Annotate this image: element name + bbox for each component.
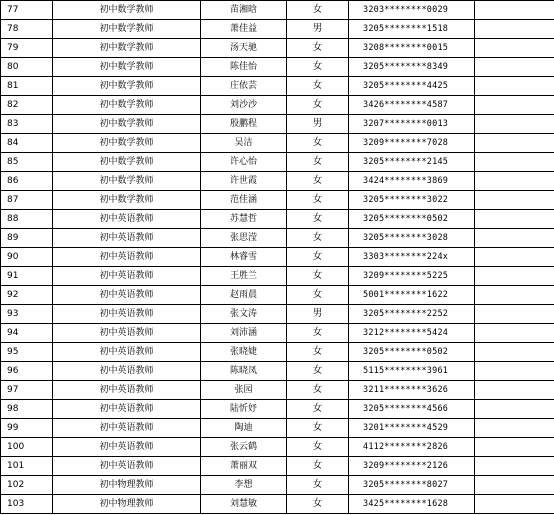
remark-cell <box>475 191 554 210</box>
remark-cell <box>475 419 554 438</box>
table-row <box>1 77 554 96</box>
id-number-cell: 3209********5225 <box>349 267 475 286</box>
remark-cell <box>475 20 554 39</box>
serial-number-cell: 100 <box>1 438 53 457</box>
remark-cell <box>475 476 554 495</box>
gender-cell: 女 <box>287 476 349 495</box>
serial-number-cell: 85 <box>1 153 53 172</box>
id-number-cell: 3205********8027 <box>349 476 475 495</box>
remark-cell <box>475 286 554 305</box>
name-cell: 王胜兰 <box>201 267 287 286</box>
table-row <box>1 191 554 210</box>
id-number-cell: 3205********2252 <box>349 305 475 324</box>
table-row <box>1 343 554 362</box>
name-cell: 萧佳益 <box>201 20 287 39</box>
serial-number-cell: 96 <box>1 362 53 381</box>
name-cell: 张思滢 <box>201 229 287 248</box>
table-row <box>1 381 554 400</box>
remark-cell <box>475 381 554 400</box>
id-number-cell: 3205********0502 <box>349 210 475 229</box>
id-number-cell: 3205********2145 <box>349 153 475 172</box>
name-cell: 张云鹤 <box>201 438 287 457</box>
gender-cell: 女 <box>287 362 349 381</box>
name-cell: 范佳涵 <box>201 191 287 210</box>
serial-number-cell: 103 <box>1 495 53 514</box>
remark-cell <box>475 324 554 343</box>
name-cell: 汤天驰 <box>201 39 287 58</box>
position-cell: 初中数学教师 <box>53 77 201 96</box>
serial-number-cell: 97 <box>1 381 53 400</box>
position-cell: 初中数学教师 <box>53 134 201 153</box>
serial-number-cell: 92 <box>1 286 53 305</box>
gender-cell: 女 <box>287 267 349 286</box>
position-cell: 初中英语教师 <box>53 324 201 343</box>
position-cell: 初中英语教师 <box>53 457 201 476</box>
name-cell: 陈佳怡 <box>201 58 287 77</box>
id-number-cell: 3201********4529 <box>349 419 475 438</box>
id-number-cell: 3207********0013 <box>349 115 475 134</box>
gender-cell: 女 <box>287 495 349 514</box>
position-cell: 初中英语教师 <box>53 343 201 362</box>
gender-cell: 女 <box>287 58 349 77</box>
gender-cell: 女 <box>287 77 349 96</box>
gender-cell: 女 <box>287 172 349 191</box>
name-cell: 李想 <box>201 476 287 495</box>
remark-cell <box>475 77 554 96</box>
id-number-cell: 3425********1628 <box>349 495 475 514</box>
id-number-cell: 3203********0029 <box>349 1 475 20</box>
table-row <box>1 267 554 286</box>
serial-number-cell: 91 <box>1 267 53 286</box>
serial-number-cell: 99 <box>1 419 53 438</box>
gender-cell: 男 <box>287 115 349 134</box>
name-cell: 吴洁 <box>201 134 287 153</box>
position-cell: 初中数学教师 <box>53 39 201 58</box>
table-row <box>1 210 554 229</box>
id-number-cell: 3205********3022 <box>349 191 475 210</box>
gender-cell: 女 <box>287 400 349 419</box>
table-row <box>1 305 554 324</box>
id-number-cell: 3209********7028 <box>349 134 475 153</box>
position-cell: 初中数学教师 <box>53 172 201 191</box>
id-number-cell: 3303********224x <box>349 248 475 267</box>
gender-cell: 女 <box>287 419 349 438</box>
position-cell: 初中英语教师 <box>53 362 201 381</box>
table-row <box>1 20 554 39</box>
position-cell: 初中英语教师 <box>53 419 201 438</box>
table-row <box>1 438 554 457</box>
table-row <box>1 172 554 191</box>
id-number-cell: 5115********3961 <box>349 362 475 381</box>
position-cell: 初中数学教师 <box>53 20 201 39</box>
position-cell: 初中英语教师 <box>53 438 201 457</box>
serial-number-cell: 87 <box>1 191 53 210</box>
id-number-cell: 3205********8349 <box>349 58 475 77</box>
name-cell: 林睿雪 <box>201 248 287 267</box>
position-cell: 初中英语教师 <box>53 286 201 305</box>
table-row <box>1 419 554 438</box>
gender-cell: 男 <box>287 20 349 39</box>
id-number-cell: 3205********0502 <box>349 343 475 362</box>
remark-cell <box>475 305 554 324</box>
position-cell: 初中英语教师 <box>53 210 201 229</box>
gender-cell: 女 <box>287 381 349 400</box>
remark-cell <box>475 115 554 134</box>
name-cell: 张园 <box>201 381 287 400</box>
table-row <box>1 1 554 20</box>
position-cell: 初中数学教师 <box>53 1 201 20</box>
gender-cell: 女 <box>287 324 349 343</box>
serial-number-cell: 95 <box>1 343 53 362</box>
remark-cell <box>475 39 554 58</box>
name-cell: 庄依芸 <box>201 77 287 96</box>
table-row <box>1 495 554 514</box>
gender-cell: 女 <box>287 39 349 58</box>
serial-number-cell: 78 <box>1 20 53 39</box>
name-cell: 许心怡 <box>201 153 287 172</box>
serial-number-cell: 88 <box>1 210 53 229</box>
position-cell: 初中数学教师 <box>53 115 201 134</box>
name-cell: 赵雨晨 <box>201 286 287 305</box>
id-number-cell: 5001********1622 <box>349 286 475 305</box>
id-number-cell: 3209********2126 <box>349 457 475 476</box>
remark-cell <box>475 438 554 457</box>
table-row <box>1 400 554 419</box>
table-row <box>1 153 554 172</box>
table-row <box>1 96 554 115</box>
table-row <box>1 286 554 305</box>
table-row <box>1 457 554 476</box>
position-cell: 初中物理教师 <box>53 495 201 514</box>
remark-cell <box>475 248 554 267</box>
gender-cell: 男 <box>287 305 349 324</box>
remark-cell <box>475 400 554 419</box>
table-row <box>1 39 554 58</box>
remark-cell <box>475 267 554 286</box>
table-row <box>1 362 554 381</box>
gender-cell: 女 <box>287 96 349 115</box>
serial-number-cell: 80 <box>1 58 53 77</box>
id-number-cell: 3205********4566 <box>349 400 475 419</box>
gender-cell: 女 <box>287 210 349 229</box>
id-number-cell: 4112********2826 <box>349 438 475 457</box>
remark-cell <box>475 58 554 77</box>
remark-cell <box>475 495 554 514</box>
id-number-cell: 3424********3869 <box>349 172 475 191</box>
serial-number-cell: 84 <box>1 134 53 153</box>
position-cell: 初中英语教师 <box>53 381 201 400</box>
name-cell: 刘沙沙 <box>201 96 287 115</box>
table-row <box>1 248 554 267</box>
serial-number-cell: 77 <box>1 1 53 20</box>
gender-cell: 女 <box>287 229 349 248</box>
name-cell: 陈晓凤 <box>201 362 287 381</box>
position-cell: 初中物理教师 <box>53 476 201 495</box>
serial-number-cell: 94 <box>1 324 53 343</box>
serial-number-cell: 93 <box>1 305 53 324</box>
remark-cell <box>475 229 554 248</box>
remark-cell <box>475 457 554 476</box>
name-cell: 刘沛涵 <box>201 324 287 343</box>
id-number-cell: 3208********0015 <box>349 39 475 58</box>
position-cell: 初中数学教师 <box>53 191 201 210</box>
table-row <box>1 115 554 134</box>
gender-cell: 女 <box>287 343 349 362</box>
table-row <box>1 134 554 153</box>
serial-number-cell: 102 <box>1 476 53 495</box>
serial-number-cell: 90 <box>1 248 53 267</box>
name-cell: 苗湘晗 <box>201 1 287 20</box>
remark-cell <box>475 172 554 191</box>
serial-number-cell: 81 <box>1 77 53 96</box>
position-cell: 初中英语教师 <box>53 248 201 267</box>
position-cell: 初中英语教师 <box>53 305 201 324</box>
name-cell: 张晓婕 <box>201 343 287 362</box>
name-cell: 殷鹏程 <box>201 115 287 134</box>
gender-cell: 女 <box>287 286 349 305</box>
serial-number-cell: 101 <box>1 457 53 476</box>
position-cell: 初中数学教师 <box>53 58 201 77</box>
id-number-cell: 3211********3626 <box>349 381 475 400</box>
position-cell: 初中英语教师 <box>53 229 201 248</box>
remark-cell <box>475 1 554 20</box>
remark-cell <box>475 134 554 153</box>
gender-cell: 女 <box>287 134 349 153</box>
position-cell: 初中英语教师 <box>53 267 201 286</box>
name-cell: 陆忻妤 <box>201 400 287 419</box>
position-cell: 初中数学教师 <box>53 153 201 172</box>
gender-cell: 女 <box>287 248 349 267</box>
remark-cell <box>475 362 554 381</box>
name-cell: 许世霞 <box>201 172 287 191</box>
serial-number-cell: 79 <box>1 39 53 58</box>
remark-cell <box>475 96 554 115</box>
table-row <box>1 229 554 248</box>
roster-table-body <box>1 1 554 514</box>
id-number-cell: 3426********4587 <box>349 96 475 115</box>
table-row <box>1 476 554 495</box>
position-cell: 初中数学教师 <box>53 96 201 115</box>
gender-cell: 女 <box>287 438 349 457</box>
gender-cell: 女 <box>287 191 349 210</box>
table-row <box>1 58 554 77</box>
serial-number-cell: 82 <box>1 96 53 115</box>
id-number-cell: 3205********1518 <box>349 20 475 39</box>
table-row <box>1 324 554 343</box>
name-cell: 萧丽双 <box>201 457 287 476</box>
id-number-cell: 3205********3028 <box>349 229 475 248</box>
name-cell: 刘慧敏 <box>201 495 287 514</box>
gender-cell: 女 <box>287 457 349 476</box>
name-cell: 张文涛 <box>201 305 287 324</box>
remark-cell <box>475 153 554 172</box>
serial-number-cell: 98 <box>1 400 53 419</box>
name-cell: 陶迪 <box>201 419 287 438</box>
serial-number-cell: 86 <box>1 172 53 191</box>
id-number-cell: 3212********5424 <box>349 324 475 343</box>
position-cell: 初中英语教师 <box>53 400 201 419</box>
serial-number-cell: 89 <box>1 229 53 248</box>
serial-number-cell: 83 <box>1 115 53 134</box>
remark-cell <box>475 210 554 229</box>
id-number-cell: 3205********4425 <box>349 77 475 96</box>
name-cell: 苏慧哲 <box>201 210 287 229</box>
gender-cell: 女 <box>287 1 349 20</box>
remark-cell <box>475 343 554 362</box>
gender-cell: 女 <box>287 153 349 172</box>
